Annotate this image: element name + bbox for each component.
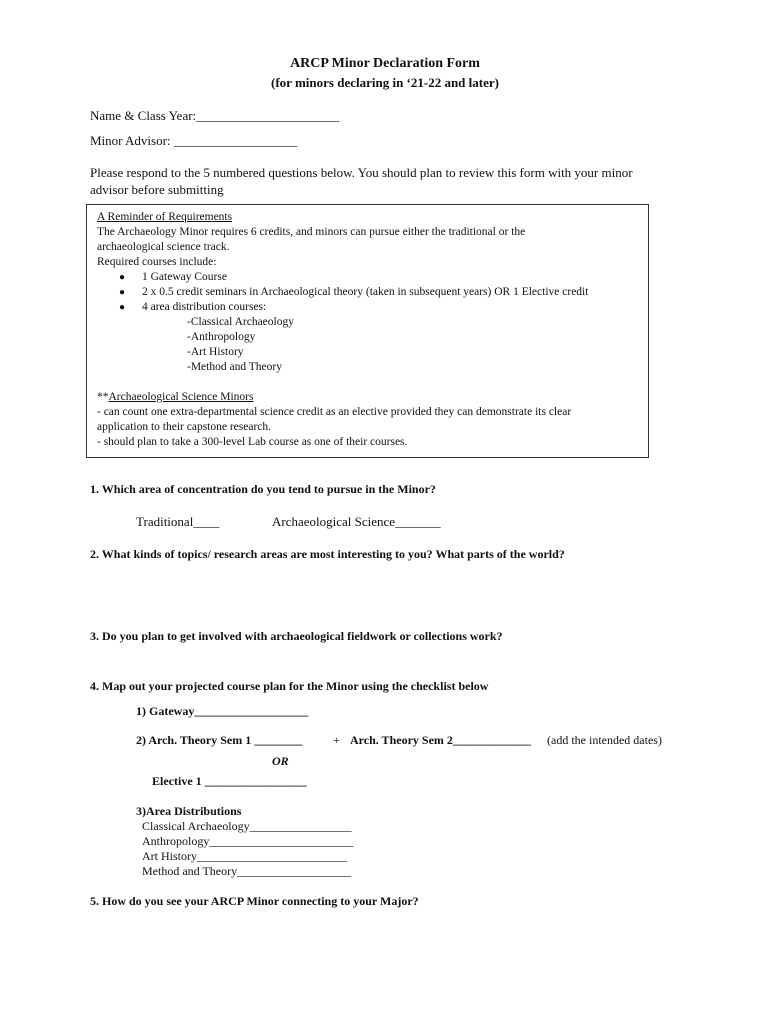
intro-text-line1: Please respond to the 5 numbered questions below. You should plan to review this form with your minor <box>90 165 633 180</box>
science-line1: - can count one extra-departmental science credit as an elective provided they can demonstrate its clear <box>97 406 572 418</box>
bullet-icon: ● <box>119 287 126 298</box>
minor-advisor-field[interactable]: Minor Advisor: ___________________ <box>90 133 298 148</box>
requirements-line1: The Archaeology Minor requires 6 credits, and minors can pursue either the traditional or the <box>97 226 526 238</box>
elective-field[interactable]: Elective 1 _________________ <box>152 774 307 788</box>
name-class-year-field[interactable]: Name & Class Year:______________________ <box>90 108 340 123</box>
question-3: 3. Do you plan to get involved with archaeological fieldwork or collections work? <box>90 629 503 643</box>
gateway-field[interactable]: 1) Gateway___________________ <box>136 704 309 718</box>
art-history-field[interactable]: Art History_________________________ <box>142 849 347 863</box>
archaeological-science-option[interactable]: Archaeological Science_______ <box>272 514 441 529</box>
bullet-icon: ● <box>119 302 126 313</box>
requirements-line3: Required courses include: <box>97 256 217 268</box>
bullet-icon: ● <box>119 272 126 283</box>
science-line3: - should plan to take a 300-level Lab course as one of their courses. <box>97 436 408 448</box>
requirements-heading: A Reminder of Requirements <box>97 211 233 223</box>
form-subtitle: (for minors declaring in ‘21-22 and later) <box>271 75 499 90</box>
area-item: -Classical Archaeology <box>187 316 294 328</box>
anthropology-field[interactable]: Anthropology________________________ <box>142 834 354 848</box>
intro-text-line2: advisor before submitting <box>90 182 224 197</box>
science-line2: application to their capstone research. <box>97 421 272 433</box>
area-item: -Anthropology <box>187 331 256 343</box>
question-5: 5. How do you see your ARCP Minor connecting to your Major? <box>90 894 419 908</box>
or-label: OR <box>272 754 289 768</box>
requirement-bullet-3: 4 area distribution courses: <box>142 301 267 313</box>
area-item: -Art History <box>187 346 244 358</box>
requirements-box <box>86 204 649 458</box>
area-item: -Method and Theory <box>187 361 282 373</box>
science-heading-text: Archaeological Science Minors <box>108 391 254 403</box>
plus-sign: + <box>333 733 340 747</box>
requirement-bullet-2: 2 x 0.5 credit seminars in Archaeological theory (taken in subsequent years) OR 1 Elective credit <box>142 286 589 298</box>
method-theory-field[interactable]: Method and Theory___________________ <box>142 864 352 878</box>
theory-sem-2-field[interactable]: Arch. Theory Sem 2_____________ <box>350 733 531 747</box>
question-2: 2. What kinds of topics/ research areas are most interesting to you? What parts of the world? <box>90 547 565 561</box>
classical-archaeology-field[interactable]: Classical Archaeology_________________ <box>142 819 352 833</box>
theory-sem-1-field[interactable]: 2) Arch. Theory Sem 1 ________ <box>136 733 303 747</box>
question-1: 1. Which area of concentration do you tend to pursue in the Minor? <box>90 482 436 496</box>
requirements-line2: archaeological science track. <box>97 241 230 253</box>
science-prefix: ** <box>97 391 109 403</box>
form-title: ARCP Minor Declaration Form <box>290 56 480 71</box>
question-4: 4. Map out your projected course plan for the Minor using the checklist below <box>90 679 489 693</box>
science-heading <box>97 390 253 405</box>
requirement-bullet-1: 1 Gateway Course <box>142 271 227 283</box>
traditional-option[interactable]: Traditional____ <box>136 514 220 529</box>
area-distributions-heading: 3)Area Distributions <box>136 804 242 818</box>
dates-note: (add the intended dates) <box>547 733 662 747</box>
